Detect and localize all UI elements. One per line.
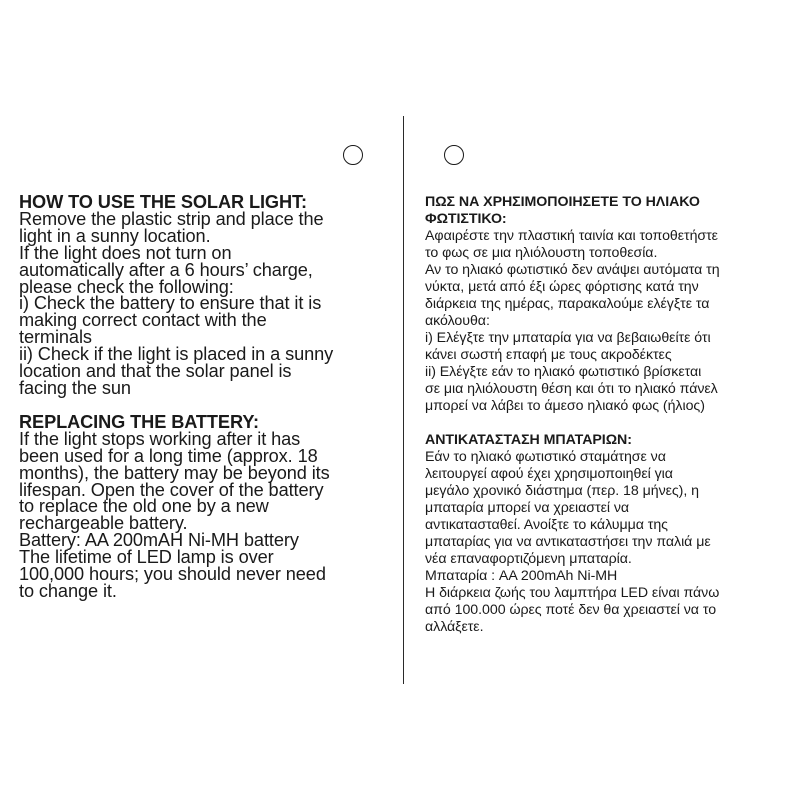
greek-usage-line: σε μια ηλιόλουστη θέση και ότι το ηλιακό πάνελ xyxy=(425,381,718,397)
greek-usage-line: ii) Ελέγξτε εάν το ηλιακό φωτιστικό βρίσκεται xyxy=(425,364,702,380)
section-spacer xyxy=(425,415,793,432)
english-battery-line: been used for a long time (approx. 18 xyxy=(19,445,318,466)
english-battery-line: to change it. xyxy=(19,580,117,601)
english-battery-heading: REPLACING THE BATTERY: xyxy=(19,411,259,432)
greek-battery-line: από 100.000 ώρες ποτέ δεν θα χρειαστεί να το xyxy=(425,602,717,618)
greek-battery-line: αντικατασταθεί. Ανοίξτε το κάλυμμα της xyxy=(425,517,668,533)
english-usage-line: Remove the plastic strip and place the xyxy=(19,208,324,229)
english-section-battery xyxy=(19,411,394,601)
english-battery-line: rechargeable battery. xyxy=(19,513,188,534)
greek-usage-heading: ΠΩΣ ΝΑ ΧΡΗΣΙΜΟΠΟΙΗΣΕΤΕ ΤΟ ΗΛΙΑΚΟ xyxy=(425,194,700,210)
english-battery-line: Battery: AA 200mAH Ni-MH battery xyxy=(19,530,299,551)
greek-battery-line: αλλάξετε. xyxy=(425,619,484,635)
greek-usage-line: Αν το ηλιακό φωτιστικό δεν ανάψει αυτόματα τη xyxy=(425,262,720,278)
greek-battery-line: μεγάλο χρονικό διάστημα (περ. 18 μήνες), η xyxy=(425,483,699,499)
english-usage-line: terminals xyxy=(19,327,92,348)
english-section-usage xyxy=(19,194,394,397)
english-usage-line: please check the following: xyxy=(19,276,234,297)
greek-battery-line: Η διάρκεια ζωής του λαμπτήρα LED είναι πάνω xyxy=(425,585,720,601)
greek-usage-line: το φως σε μια ηλιόλουστη τοποθεσία. xyxy=(425,245,658,261)
greek-section-usage xyxy=(425,194,793,415)
greek-battery-line: λειτουργεί αφού έχει χρησιμοποιηθεί για xyxy=(425,466,673,482)
greek-battery-line: μπαταρία μπορεί να χρειαστεί να xyxy=(425,500,630,516)
greek-battery-heading: ΑΝΤΙΚΑΤΑΣΤΑΣΗ ΜΠΑΤΑΡΙΩΝ: xyxy=(425,432,632,448)
english-usage-line: facing the sun xyxy=(19,377,131,398)
greek-battery-line: νέα επαναφορτιζόμενη μπαταρία. xyxy=(425,551,632,567)
english-battery-line: months), the battery may be beyond its xyxy=(19,462,330,483)
greek-usage-line: i) Ελέγξτε την μπαταρία για να βεβαιωθείτε ότι xyxy=(425,330,711,346)
english-battery-line: 100,000 hours; you should never need xyxy=(19,564,326,585)
english-usage-line: automatically after a 6 hours’ charge, xyxy=(19,259,313,280)
greek-usage-line: διάρκεια της ημέρας, παρακαλούμε ελέγξτε τα xyxy=(425,296,710,312)
center-fold-line xyxy=(403,116,404,684)
english-usage-line: location and that the solar panel is xyxy=(19,361,292,382)
english-usage-line: light in a sunny location. xyxy=(19,225,211,246)
english-usage-heading: HOW TO USE THE SOLAR LIGHT: xyxy=(19,192,307,212)
english-battery-line: The lifetime of LED lamp is over xyxy=(19,547,274,568)
hang-hole-right-icon xyxy=(444,145,464,165)
greek-battery-line: Μπαταρία : AA 200mAh Ni-MH xyxy=(425,568,618,584)
greek-usage-line: νύκτα, μετά από έξι ώρες φόρτισης κατά την xyxy=(425,279,699,295)
greek-usage-heading: ΦΩΤΙΣΤΙΚΟ: xyxy=(425,211,507,227)
hang-hole-left-icon xyxy=(343,145,363,165)
greek-section-battery xyxy=(425,432,793,636)
english-usage-line: making correct contact with the xyxy=(19,310,267,331)
greek-usage-line: μπορεί να λάβει το άμεσο ηλιακό φως (ήλιος) xyxy=(425,398,705,414)
greek-battery-line: μπαταρίας για να αντικαταστήσει την παλιά με xyxy=(425,534,711,550)
greek-usage-line: Αφαιρέστε την πλαστική ταινία και τοποθετήστε xyxy=(425,228,718,244)
english-battery-line: lifespan. Open the cover of the battery xyxy=(19,479,324,500)
greek-usage-line: ακόλουθα: xyxy=(425,313,490,329)
english-usage-line: ii) Check if the light is placed in a sunny xyxy=(19,344,334,365)
english-battery-line: to replace the old one by a new xyxy=(19,496,269,517)
greek-battery-line: Εάν το ηλιακό φωτιστικό σταμάτησε να xyxy=(425,449,666,465)
english-instructions xyxy=(19,194,394,600)
english-battery-line: If the light stops working after it has xyxy=(19,428,301,449)
greek-instructions xyxy=(425,194,793,636)
english-usage-line: i) Check the battery to ensure that it is xyxy=(19,293,322,314)
greek-usage-line: κάνει σωστή επαφή με τους ακροδέκτες xyxy=(425,347,672,363)
english-usage-line: If the light does not turn on xyxy=(19,242,232,263)
